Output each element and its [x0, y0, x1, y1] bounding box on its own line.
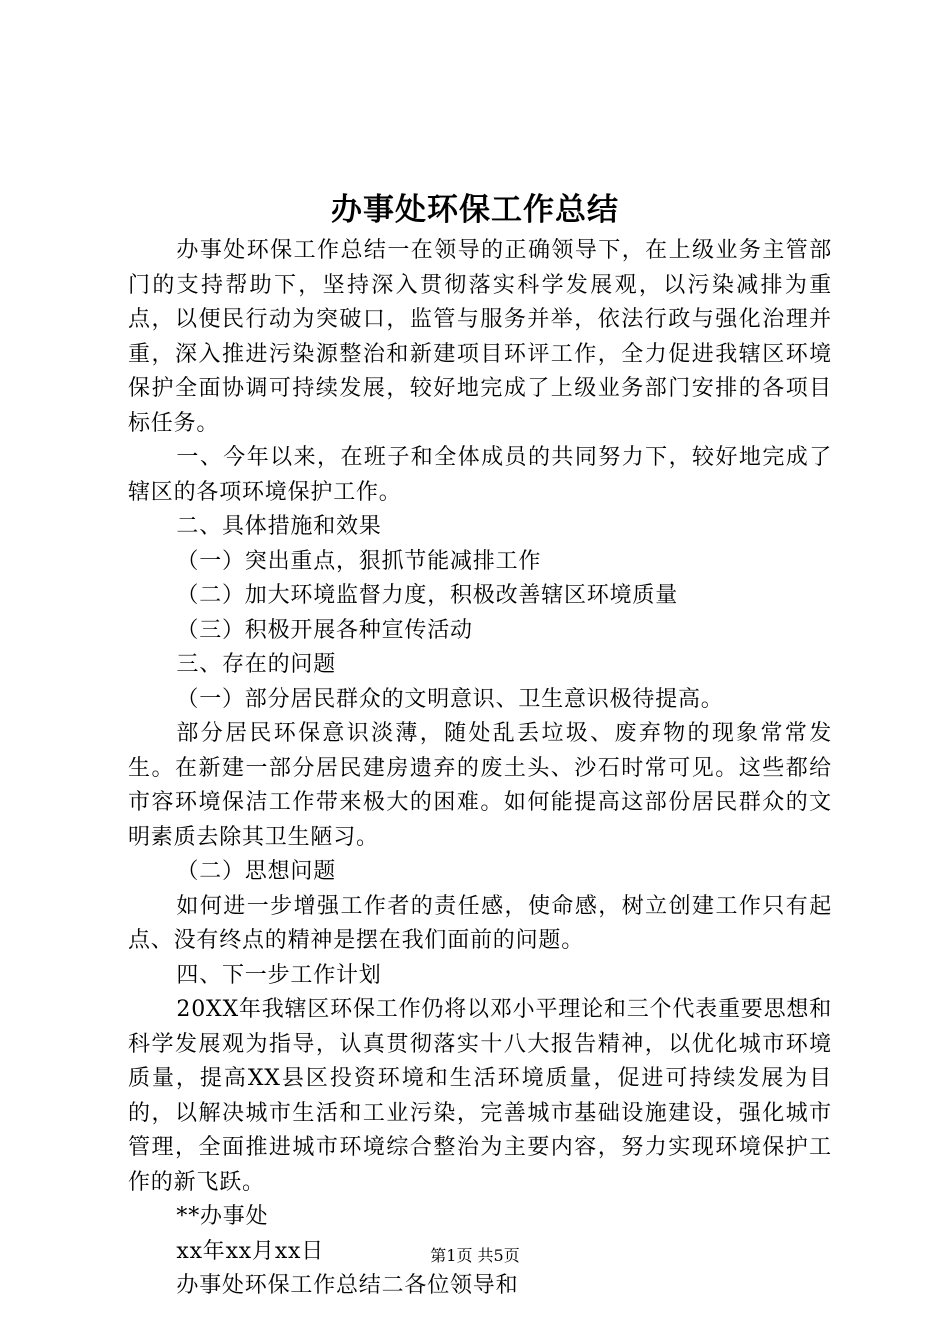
section-four-heading: 四、下一步工作计划 — [176, 962, 382, 988]
section-three-heading: 三、存在的问题 — [176, 652, 336, 677]
document-body — [128, 234, 832, 1304]
problem-item-2: （二）思想问题 — [176, 859, 336, 884]
problem-item-1: （一）部分居民群众的文明意识、卫生意识极待提高。 — [176, 686, 724, 712]
section-two-heading: 二、具体措施和效果 — [176, 514, 382, 539]
measure-item-1: （一）突出重点，狠抓节能减排工作 — [176, 548, 542, 574]
problem-2-detail: 如何进一步增强工作者的责任感，使命感，树立创建工作只有起点、没有终点的精神是摆在我们面前的问题。 — [128, 893, 832, 953]
signature-date: xx年xx月xx日 — [176, 1238, 325, 1264]
section-one-paragraph: 一、今年以来，在班子和全体成员的共同努力下，较好地完成了辖区的各项环境保护工作。 — [128, 445, 832, 505]
plan-paragraph: 20XX年我辖区环保工作仍将以邓小平理论和三个代表重要思想和科学发展观为指导，认真贯彻落实十八大报告精神，以优化城市环境质量，提高XX县区投资环境和生活环境质量，促进可持续发展为目的，以解决城市生活和工业污染，完善城市基础设施建设，强化城市管理，全面推进城市环境综合整治为主要内容，努力实现环境保护工作的新飞跃。 — [128, 997, 832, 1195]
measure-item-2: （二）加大环境监督力度，积极改善辖区环境质量 — [176, 583, 678, 608]
second-summary-start: 办事处环保工作总结二各位领导和 — [176, 1273, 519, 1298]
measure-item-3: （三）积极开展各种宣传活动 — [176, 617, 473, 643]
intro-paragraph: 办事处环保工作总结一在领导的正确领导下，在上级业务主管部门的支持帮助下，坚持深入贯彻落实科学发展观，以污染减排为重点，以便民行动为突破口，监管与服务并举，依法行政与强化治理并重，深入推进污染源整治和新建项目环评工作，全力促进我辖区环境保护全面协调可持续发展，较好地完成了上级业务部门安排的各项目标任务。 — [128, 238, 832, 436]
page-number: 第1页 共5页 — [430, 1246, 520, 1265]
document-title: 办事处环保工作总结 — [331, 192, 619, 228]
signature-office: **办事处 — [176, 1204, 269, 1229]
problem-1-detail: 部分居民环保意识淡薄，随处乱丢垃圾、废弃物的现象常常发生。在新建一部分居民建房遗弃的废土头、沙石时常可见。这些都给市容环境保洁工作带来极大的困难。如何能提高这部份居民群众的文明素质去除其卫生陋习。 — [128, 721, 832, 850]
